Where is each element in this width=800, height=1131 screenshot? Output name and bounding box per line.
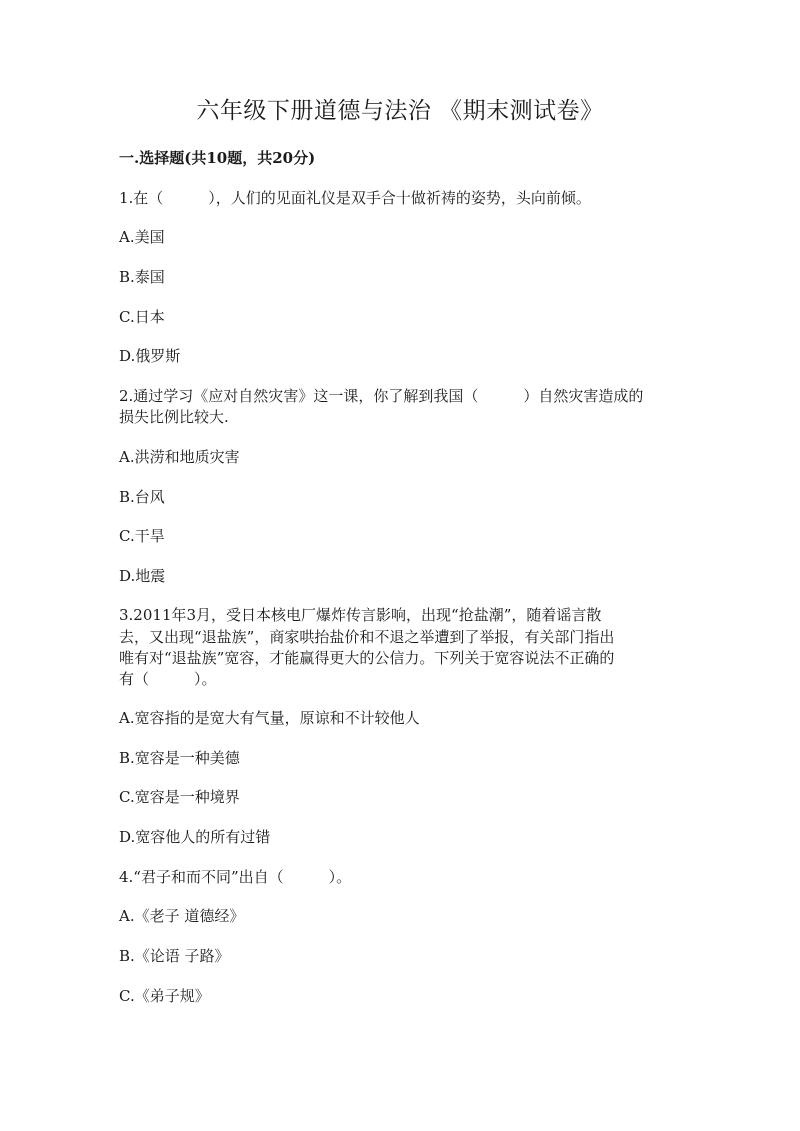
question-1-option-d: D.俄罗斯 (119, 347, 181, 365)
question-3-stem-line-4: 有（ ）。 (119, 670, 217, 688)
question-3-option-b: B.宽容是一种美德 (119, 749, 240, 767)
question-2-option-c: C.干旱 (119, 527, 165, 545)
section-header: 一.选择题(共10题，共20分) (119, 149, 316, 167)
question-4-option-b: B.《论语 子路》 (119, 947, 230, 965)
question-1-option-b: B.泰国 (119, 268, 165, 286)
question-4-option-a: A.《老子 道德经》 (119, 907, 245, 925)
question-2-option-b: B.台风 (119, 488, 165, 506)
question-3-option-d: D.宽容他人的所有过错 (119, 828, 271, 846)
question-1-option-c: C.日本 (119, 308, 165, 326)
question-3-stem-line-1: 3.2011年3月，受日本核电厂爆炸传言影响，出现“抢盐潮”，随着谣言散 (119, 606, 602, 624)
question-1-option-a: A.美国 (119, 228, 165, 246)
question-4-stem-line-1: 4.“君子和而不同”出自（ ）。 (119, 868, 352, 886)
page-title: 六年级下册道德与法治 《期末测试卷》 (196, 98, 604, 124)
question-3-option-a: A.宽容指的是宽大有气量，原谅和不计较他人 (119, 709, 420, 727)
question-3-option-c: C.宽容是一种境界 (119, 788, 240, 806)
question-2-option-d: D.地震 (119, 567, 166, 585)
question-2-option-a: A.洪涝和地质灾害 (119, 448, 240, 466)
question-3-stem-line-2: 去，又出现“退盐族”，商家哄抬盐价和不退之举遭到了举报，有关部门指出 (119, 628, 615, 646)
question-1-stem-line-1: 1.在（ ），人们的见面礼仪是双手合十做祈祷的姿势，头向前倾。 (119, 189, 591, 207)
question-2-stem-line-2: 损失比例比较大. (119, 408, 229, 426)
question-4-option-c: C.《弟子规》 (119, 987, 210, 1005)
question-2-stem-line-1: 2.通过学习《应对自然灾害》这一课，你了解到我国（ ）自然灾害造成的 (119, 387, 644, 405)
question-3-stem-line-3: 唯有对“退盐族”宽容，才能赢得更大的公信力。下列关于宽容说法不正确的 (119, 649, 615, 667)
